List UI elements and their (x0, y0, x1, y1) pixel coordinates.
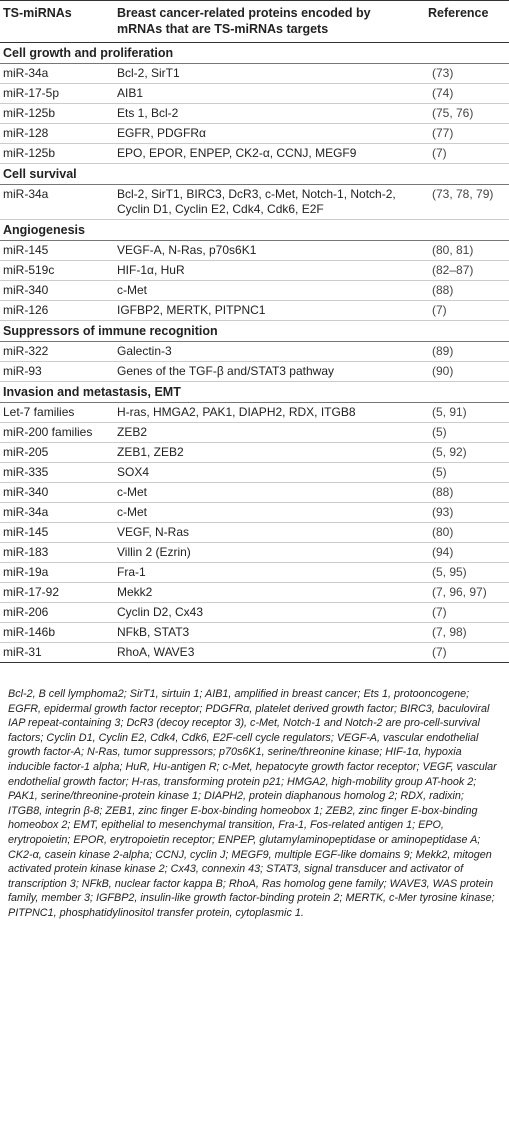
table-row (0, 523, 509, 543)
mirna-cell: miR-322 (0, 342, 114, 362)
reference-cell: (7) (418, 603, 509, 623)
reference-cell: (7) (418, 301, 509, 321)
mirna-cell: miR-206 (0, 603, 114, 623)
proteins-cell: Fra-1 (114, 563, 418, 583)
mirna-cell: miR-125b (0, 144, 114, 164)
table-row (0, 543, 509, 563)
proteins-cell: Bcl-2, SirT1, BIRC3, DcR3, c-Met, Notch-1, Notch-2, Cyclin D1, Cyclin E2, Cdk4, Cdk6, E2F (114, 185, 418, 220)
mirna-cell: miR-128 (0, 124, 114, 144)
reference-cell: (75, 76) (418, 104, 509, 124)
proteins-cell: Genes of the TGF-β and/STAT3 pathway (114, 362, 418, 382)
table-row (0, 563, 509, 583)
proteins-cell: ZEB1, ZEB2 (114, 443, 418, 463)
mirna-cell: miR-34a (0, 185, 114, 220)
mirna-cell: miR-19a (0, 563, 114, 583)
table-row (0, 583, 509, 603)
reference-cell: (73) (418, 64, 509, 84)
table-row (0, 124, 509, 144)
reference-cell: (88) (418, 483, 509, 503)
reference-cell: (5) (418, 463, 509, 483)
reference-cell: (74) (418, 84, 509, 104)
reference-cell: (7, 98) (418, 623, 509, 643)
reference-cell: (5, 95) (418, 563, 509, 583)
proteins-cell: c-Met (114, 483, 418, 503)
proteins-cell: AIB1 (114, 84, 418, 104)
proteins-cell: HIF-1α, HuR (114, 261, 418, 281)
table-row (0, 423, 509, 443)
table-row (0, 443, 509, 463)
table-row (0, 104, 509, 124)
reference-cell: (88) (418, 281, 509, 301)
proteins-cell: Mekk2 (114, 583, 418, 603)
table-row (0, 301, 509, 321)
proteins-cell: RhoA, WAVE3 (114, 643, 418, 663)
section-row (0, 43, 509, 64)
section-row (0, 164, 509, 185)
reference-cell: (80) (418, 523, 509, 543)
table-row (0, 342, 509, 362)
proteins-cell: c-Met (114, 503, 418, 523)
proteins-cell: SOX4 (114, 463, 418, 483)
proteins-cell: H-ras, HMGA2, PAK1, DIAPH2, RDX, ITGB8 (114, 403, 418, 423)
table-row (0, 643, 509, 663)
mirna-cell: Let-7 families (0, 403, 114, 423)
mirna-cell: miR-205 (0, 443, 114, 463)
reference-cell: (5, 91) (418, 403, 509, 423)
mirna-cell: miR-17-5p (0, 84, 114, 104)
mirna-cell: miR-17-92 (0, 583, 114, 603)
table-row (0, 463, 509, 483)
mirna-cell: miR-125b (0, 104, 114, 124)
reference-cell: (89) (418, 342, 509, 362)
reference-cell: (80, 81) (418, 241, 509, 261)
mirna-cell: miR-200 families (0, 423, 114, 443)
section-title: Invasion and metastasis, EMT (0, 382, 509, 403)
section-title: Angiogenesis (0, 220, 509, 241)
section-title: Cell growth and proliferation (0, 43, 509, 64)
proteins-cell: IGFBP2, MERTK, PITPNC1 (114, 301, 418, 321)
table-row (0, 623, 509, 643)
reference-cell: (77) (418, 124, 509, 144)
table-row (0, 185, 509, 220)
header-reference: Reference (428, 6, 489, 20)
reference-cell: (7, 96, 97) (418, 583, 509, 603)
reference-cell: (7) (418, 643, 509, 663)
table-row (0, 483, 509, 503)
table-row (0, 403, 509, 423)
reference-cell: (7) (418, 144, 509, 164)
table-footnote: Bcl-2, B cell lymphoma2; SirT1, sirtuin 1; AIB1, amplified in breast cancer; Ets 1, protooncogene; EGFR, epidermal growth factor receptor; PDGFRα, platelet derived growth factor; BIRC3, baculoviral IAP repeat-containing 3; DcR3 (decoy receptor 3), c-Met, Notch-1 and Notch-2 are pro-cell-survival factors; Cyclin D1, Cyclin E2, Cdk4, Cdk6, E2F-cell cycle regulators; VEGF-A, vascular endothelial growth factor-A; N-Ras, tumor suppressors; p70s6K1, serine/threonine kinase; HIF-1α, hypoxia inducible factor-1 alpha; HuR, Hu-antigen R; c-Met, hepatocyte growth factor receptor; VEGF, vascular endothelial growth factor; H-ras, transforming protein p21; HMGA2, high-mobility group AT-hook 2; PAK1, serine/threonine-protein kinase 1; DIAPH2, protein diaphanous homolog 2; RDX, radixin; ITGB8, integrin β-8; ZEB1, zinc finger E-box-binding homeobox 1; ZEB2, zinc finger E-box-binding homeobox 2; EMT, epithelial to mesenchymal transition, Fra-1, Fos-related antigen 1; EPO, erytropoietin; EPOR, erytropoietin receptor; ENPEP, glutamylaminopeptidase or aminopeptidase A; CK2-α, casein kinase 2-alpha; CCNJ, cyclin J; MEGF9, multiple EGF-like domains 9; Mekk2, mitogen activated protein kinase kinase 2; Cx43, connexin 43; STAT3, signal transducer and activator of transcription 3; NFkB, nuclear factor kappa B; RhoA, Ras homolog gene family; WAVE3, WAS protein family, member 3; IGFBP2, insulin-like growth factor-binding protein 2; MERTK, c-Mer tyrosine kinase; PITPNC1, phosphatidylinositol transfer protein, cytoplasmic 1. (8, 688, 497, 919)
mirna-cell: miR-519c (0, 261, 114, 281)
reference-cell: (5) (418, 423, 509, 443)
proteins-cell: Bcl-2, SirT1 (114, 64, 418, 84)
table-body (0, 43, 509, 663)
mirna-cell: miR-34a (0, 503, 114, 523)
reference-cell: (5, 92) (418, 443, 509, 463)
table-row (0, 362, 509, 382)
proteins-cell: VEGF-A, N-Ras, p70s6K1 (114, 241, 418, 261)
table-row (0, 503, 509, 523)
proteins-cell: c-Met (114, 281, 418, 301)
reference-cell: (90) (418, 362, 509, 382)
header-row (0, 1, 509, 43)
mirna-cell: miR-340 (0, 281, 114, 301)
mirna-cell: miR-340 (0, 483, 114, 503)
header-proteins: Breast cancer-related proteins encoded by mRNAs that are TS-miRNAs targets (117, 6, 371, 36)
reference-cell: (94) (418, 543, 509, 563)
mirna-cell: miR-34a (0, 64, 114, 84)
proteins-cell: Galectin-3 (114, 342, 418, 362)
mirna-cell: miR-31 (0, 643, 114, 663)
mirna-cell: miR-145 (0, 241, 114, 261)
section-row (0, 220, 509, 241)
table-row (0, 64, 509, 84)
proteins-cell: Ets 1, Bcl-2 (114, 104, 418, 124)
reference-cell: (93) (418, 503, 509, 523)
table-row (0, 144, 509, 164)
table-row (0, 261, 509, 281)
section-title: Suppressors of immune recognition (0, 321, 509, 342)
table-header (0, 1, 509, 43)
table-row (0, 241, 509, 261)
proteins-cell: Cyclin D2, Cx43 (114, 603, 418, 623)
mirna-cell: miR-183 (0, 543, 114, 563)
proteins-cell: NFkB, STAT3 (114, 623, 418, 643)
table-row (0, 603, 509, 623)
mirna-cell: miR-93 (0, 362, 114, 382)
proteins-cell: EPO, EPOR, ENPEP, CK2-α, CCNJ, MEGF9 (114, 144, 418, 164)
table-row (0, 84, 509, 104)
table-row (0, 281, 509, 301)
section-row (0, 321, 509, 342)
mirna-cell: miR-126 (0, 301, 114, 321)
mirna-cell: miR-146b (0, 623, 114, 643)
proteins-cell: EGFR, PDGFRα (114, 124, 418, 144)
mirna-cell: miR-145 (0, 523, 114, 543)
reference-cell: (73, 78, 79) (418, 185, 509, 220)
header-ts-mirnas: TS-miRNAs (3, 6, 72, 20)
proteins-cell: ZEB2 (114, 423, 418, 443)
reference-cell: (82–87) (418, 261, 509, 281)
section-title: Cell survival (0, 164, 509, 185)
mirna-cell: miR-335 (0, 463, 114, 483)
proteins-cell: Villin 2 (Ezrin) (114, 543, 418, 563)
proteins-cell: VEGF, N-Ras (114, 523, 418, 543)
section-row (0, 382, 509, 403)
